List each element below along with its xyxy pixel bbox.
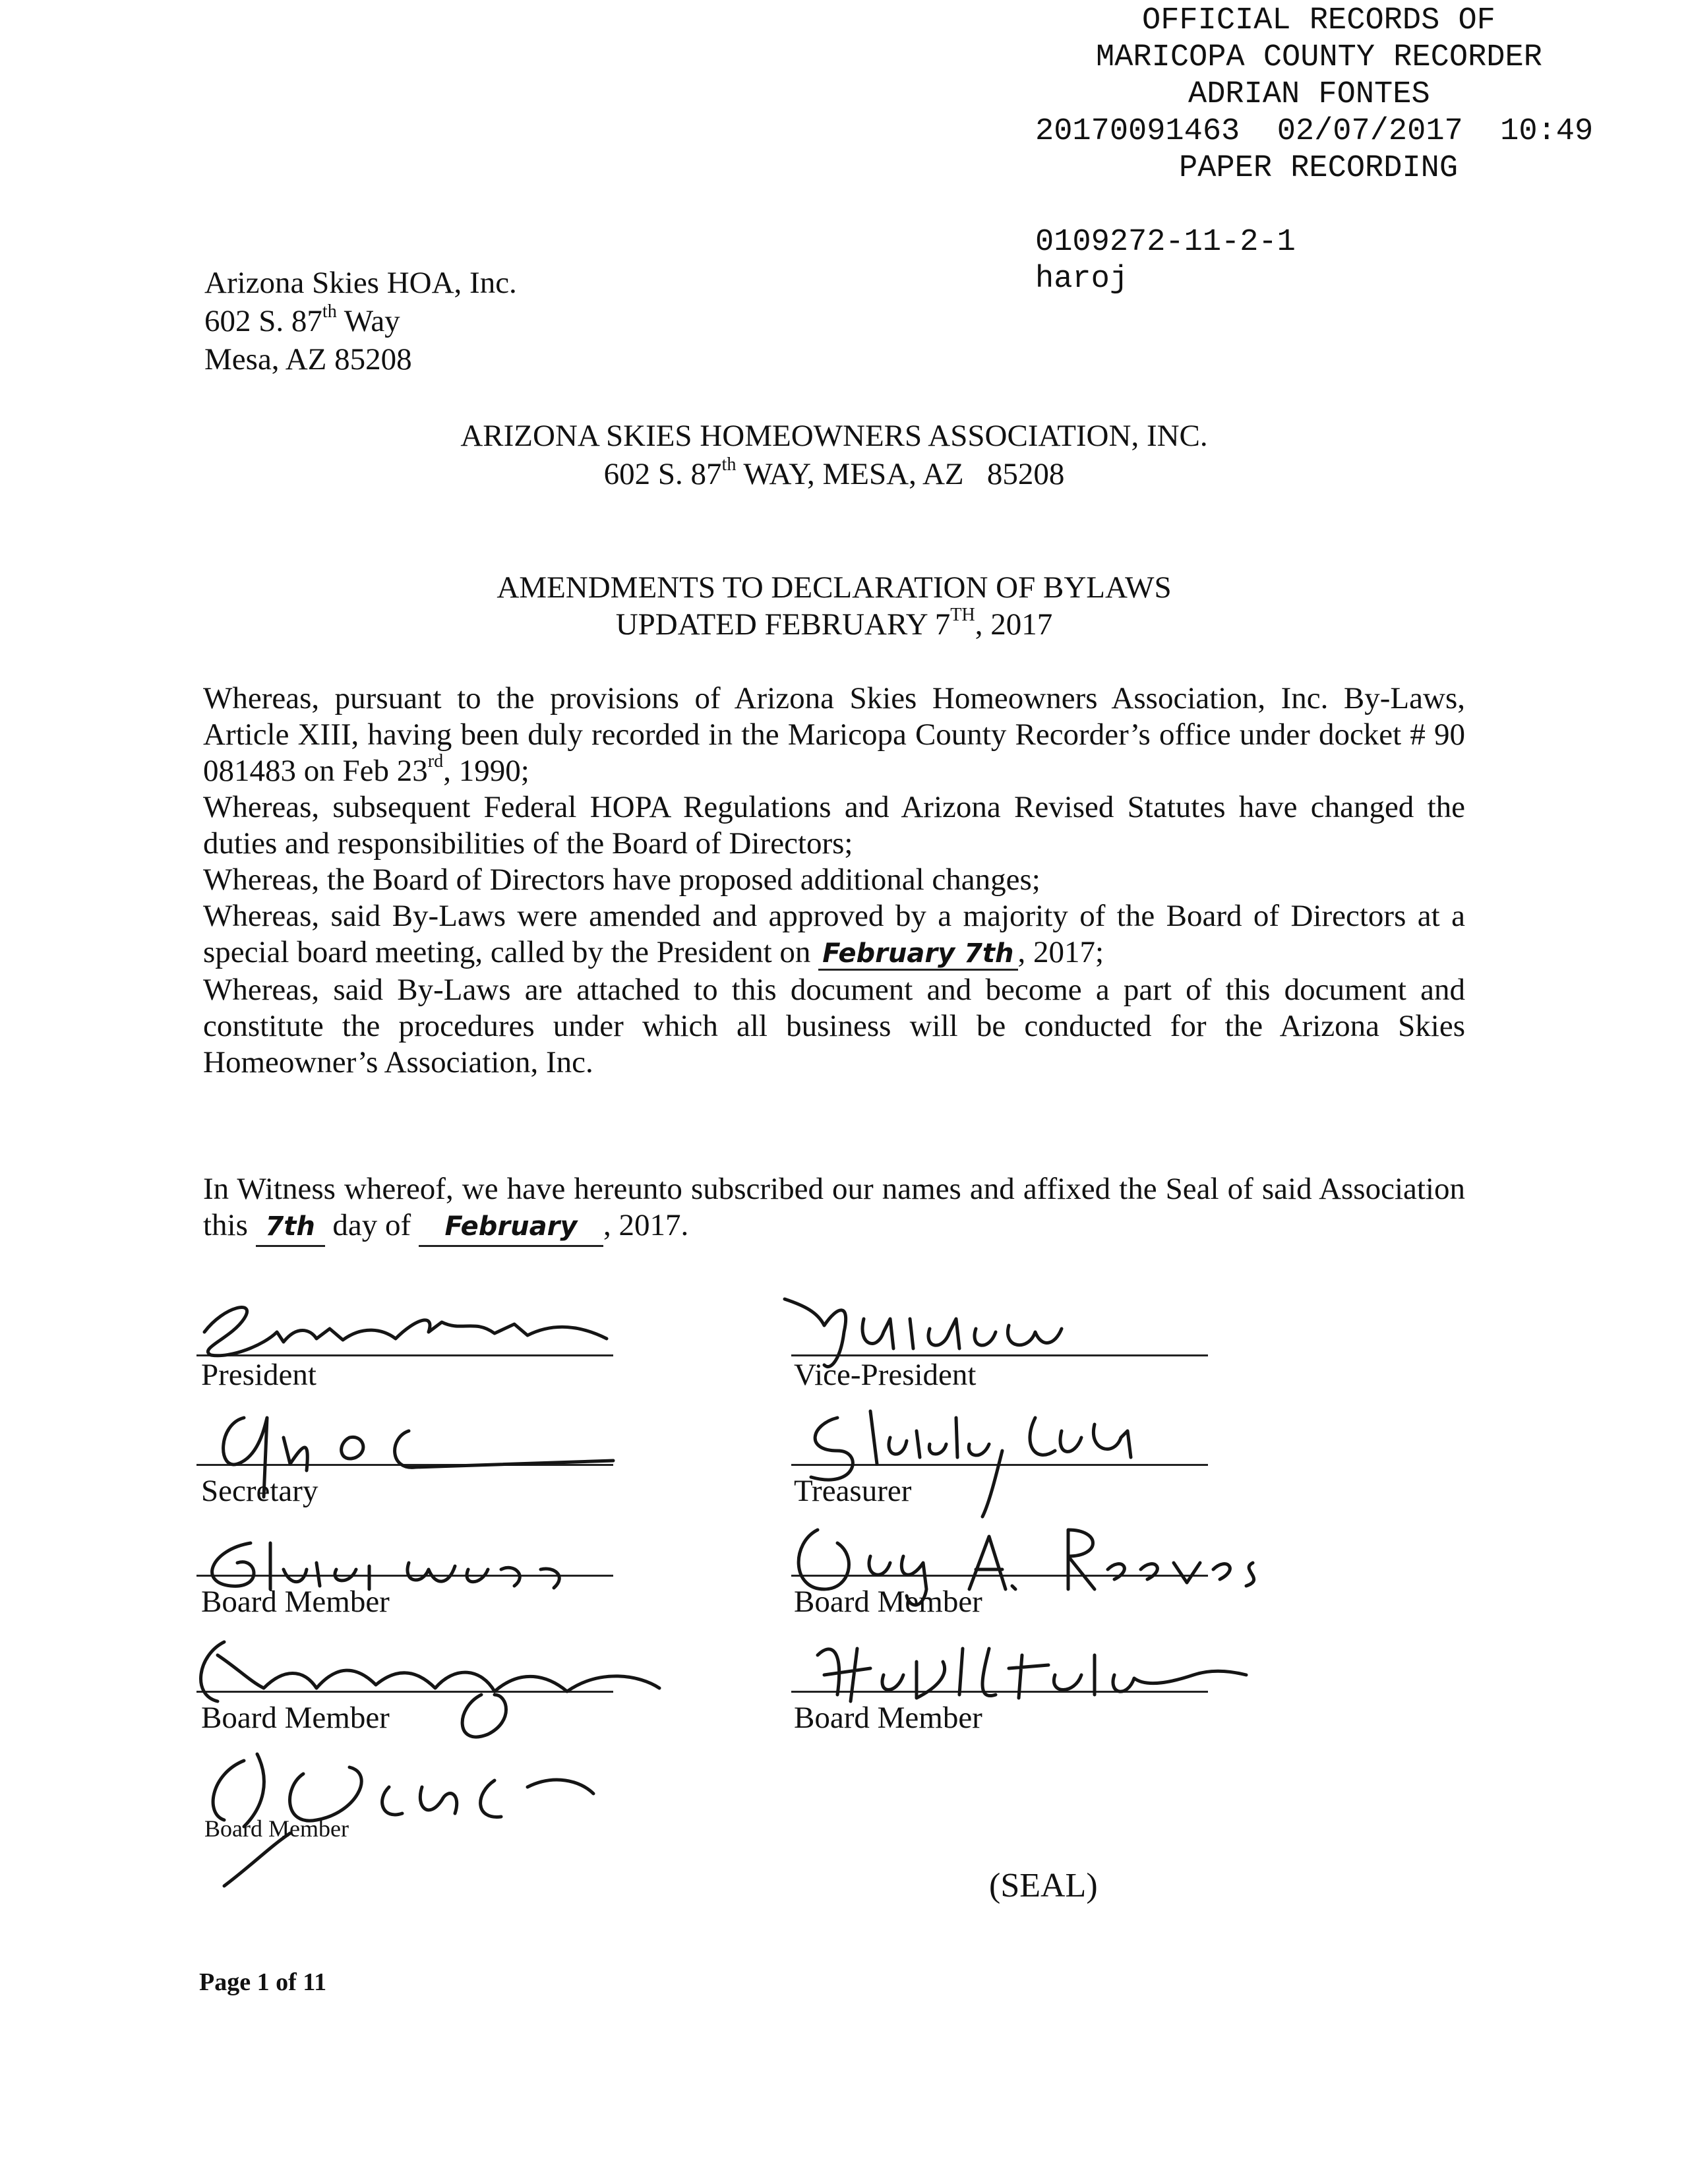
stamp-ref-block <box>1035 224 1296 298</box>
label-board-member-3: Board Member <box>204 1815 349 1842</box>
label-board-member-1: Board Member <box>201 1585 390 1619</box>
document-title: AMENDMENTS TO DECLARATION OF BYLAWS <box>497 570 1172 605</box>
label-board-member-4: Board Member <box>794 1585 982 1619</box>
stamp-line-2: MARICOPA COUNTY RECORDER <box>1096 40 1542 75</box>
whereas-4: Whereas, said By-Laws were amended and approved by a majority of the Board of Directors at a special board meeting, called by the President on February 7th , 2017; <box>203 899 1465 969</box>
return-address <box>204 264 517 379</box>
label-president: President <box>201 1358 316 1392</box>
return-city: Mesa, AZ 85208 <box>204 342 412 377</box>
recording-stamp <box>1035 3 1681 187</box>
stamp-line-4 <box>1035 113 1681 150</box>
label-vice-president: Vice-President <box>794 1358 977 1392</box>
stamp-doc-number: 20170091463 <box>1035 114 1240 149</box>
label-secretary: Secretary <box>201 1474 318 1508</box>
stamp-clerk: haroj <box>1035 262 1129 297</box>
label-board-member-5: Board Member <box>794 1701 982 1735</box>
stamp-line-3: ADRIAN FONTES <box>1188 77 1430 112</box>
seal-placeholder: (SEAL) <box>989 1867 1098 1904</box>
stamp-time: 10:49 <box>1500 114 1594 149</box>
page-number: Page 1 of 11 <box>199 1968 327 1996</box>
label-board-member-2: Board Member <box>201 1701 390 1735</box>
handwritten-meeting-date: February 7th <box>818 938 1017 971</box>
whereas-2: Whereas, subsequent Federal HOPA Regulations and Arizona Revised Statutes have changed the duties and responsibilities of the Board of Directors; <box>203 790 1465 861</box>
whereas-1: Whereas, pursuant to the provisions of Arizona Skies Homeowners Association, Inc. By-Laws, Article XIII, having been duly recorded in the Maricopa County Recorder’s office under docket # 90 081483 on Feb 23rd, 1990; <box>203 681 1465 788</box>
whereas-3: Whereas, the Board of Directors have proposed additional changes; <box>203 863 1040 897</box>
stamp-date: 02/07/2017 <box>1277 114 1463 149</box>
document-updated: UPDATED FEBRUARY 7TH, 2017 <box>615 604 1053 642</box>
handwritten-day: 7th <box>256 1209 325 1247</box>
stamp-line-5: PAPER RECORDING <box>1179 151 1459 186</box>
whereas-5: Whereas, said By-Laws are attached to this document and become a part of this document and constitute the procedures under which all business will be conducted for the Arizona Skies Homeowner’s Association, Inc. <box>203 973 1465 1079</box>
whereas-clauses <box>203 681 1465 1081</box>
signature-president <box>185 1292 633 1365</box>
return-street: 602 S. 87th Way <box>204 301 400 338</box>
handwritten-month: February <box>419 1209 603 1247</box>
org-address: 602 S. 87th WAY, MESA, AZ 85208 <box>603 454 1065 491</box>
stamp-ref-number: 0109272-11-2-1 <box>1035 225 1296 260</box>
label-treasurer: Treasurer <box>794 1474 912 1508</box>
return-name: Arizona Skies HOA, Inc. <box>204 266 517 300</box>
stamp-line-1: OFFICIAL RECORDS OF <box>1142 3 1495 38</box>
witness-clause: In Witness whereof, we have hereunto subscribed our names and affixed the Seal of said Association this 7th day of February , 2017. <box>203 1171 1465 1247</box>
org-name: ARIZONA SKIES HOMEOWNERS ASSOCIATION, INC. <box>460 419 1208 453</box>
